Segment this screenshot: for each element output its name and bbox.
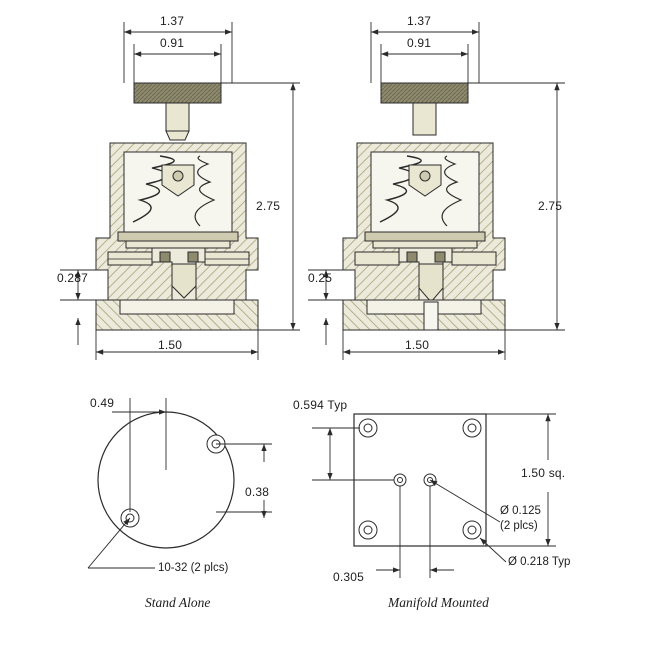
dim-left-1-37: 1.37 (160, 14, 185, 28)
note-small-hole-dia: Ø 0.125 (500, 505, 541, 517)
stand-alone-section-geometry (96, 83, 258, 330)
dim-right-0-91: 0.91 (407, 36, 432, 50)
dim-right-1-50: 1.50 (405, 338, 430, 352)
caption-stand-alone: Stand Alone (145, 595, 211, 610)
caption-manifold-mounted: Manifold Mounted (388, 595, 489, 610)
dim-right-2-75: 2.75 (538, 199, 563, 213)
dim-bottom-left-0-49: 0.49 (90, 396, 115, 410)
note-thread-callout: 10-32 (2 plcs) (158, 562, 229, 574)
dim-left-0-91: 0.91 (160, 36, 185, 50)
note-mount-hole-dia: Ø 0.218 Typ (508, 556, 571, 568)
dim-bottom-right-0-594: 0.594 Typ (293, 398, 348, 412)
dim-bottom-right-0-305: 0.305 (333, 570, 365, 584)
dim-right-0-25: 0.25 (308, 271, 333, 285)
dim-bottom-right-1-50-sq: 1.50 sq. (521, 466, 566, 480)
dim-bottom-left-0-38: 0.38 (245, 485, 270, 499)
dim-left-0-287: 0.287 (57, 271, 89, 285)
manifold-mounted-section-geometry (343, 83, 505, 330)
note-small-hole-count: (2 plcs) (500, 520, 538, 532)
dim-left-2-75: 2.75 (256, 199, 281, 213)
dim-left-1-50: 1.50 (158, 338, 183, 352)
dim-right-1-37: 1.37 (407, 14, 432, 28)
